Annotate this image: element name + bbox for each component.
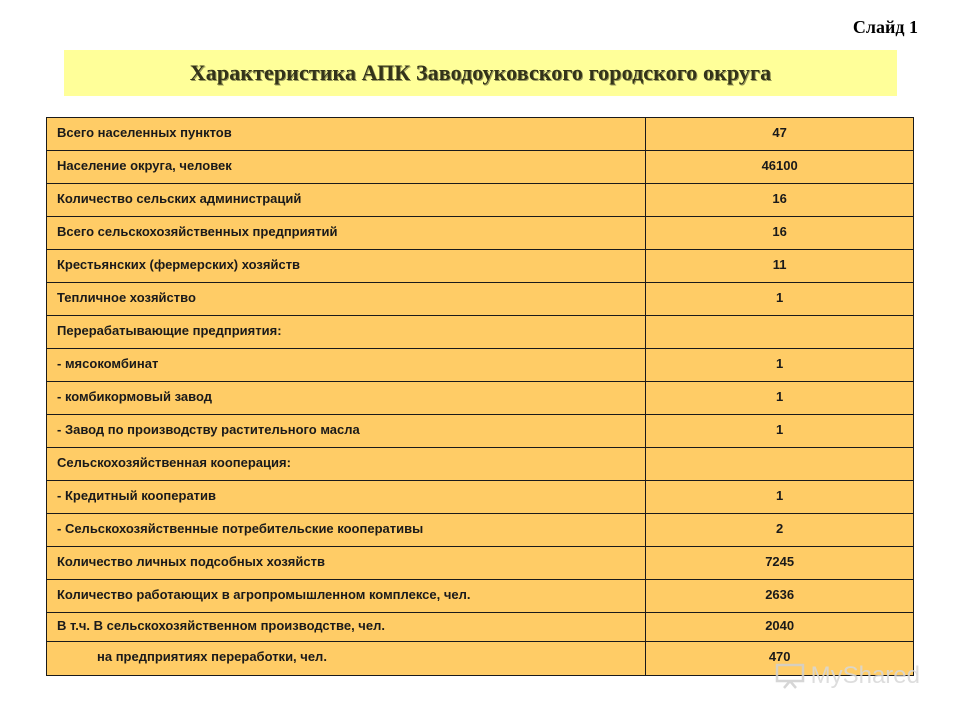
- row-label: Сельскохозяйственная кооперация:: [47, 448, 646, 481]
- table-row: [47, 580, 914, 613]
- row-value: 11: [646, 250, 914, 283]
- row-label: Всего сельскохозяйственных предприятий: [47, 217, 646, 250]
- row-value: 2040: [646, 613, 914, 642]
- row-value: [646, 316, 914, 349]
- row-label: - комбикормовый завод: [47, 382, 646, 415]
- row-value: 16: [646, 217, 914, 250]
- row-label: Перерабатывающие предприятия:: [47, 316, 646, 349]
- row-value: 1: [646, 481, 914, 514]
- presentation-board-icon: [775, 663, 805, 689]
- table-row: [47, 283, 914, 316]
- row-label: - Сельскохозяйственные потребительские кооперативы: [47, 514, 646, 547]
- table-row: [47, 118, 914, 151]
- table-row: [47, 184, 914, 217]
- table-row: [47, 547, 914, 580]
- row-label: Тепличное хозяйство: [47, 283, 646, 316]
- row-value: 1: [646, 382, 914, 415]
- row-label: Количество работающих в агропромышленном комплексе, чел.: [47, 580, 646, 613]
- row-label: Количество сельских администраций: [47, 184, 646, 217]
- table-row: [47, 316, 914, 349]
- row-value: 7245: [646, 547, 914, 580]
- watermark-text: MyShared: [810, 662, 920, 689]
- table-row: [47, 349, 914, 382]
- row-label: - Кредитный кооператив: [47, 481, 646, 514]
- table-row: [47, 151, 914, 184]
- row-label: Количество личных подсобных хозяйств: [47, 547, 646, 580]
- row-value: 470: [646, 642, 914, 676]
- row-label: - Завод по производству растительного масла: [47, 415, 646, 448]
- slide-title: Характеристика АПК Заводоуковского городского округа: [189, 60, 772, 85]
- row-value: 1: [646, 349, 914, 382]
- row-label: Всего населенных пунктов: [47, 118, 646, 151]
- row-value: 2636: [646, 580, 914, 613]
- row-value: 46100: [646, 151, 914, 184]
- row-value: 16: [646, 184, 914, 217]
- table-row: [47, 613, 914, 642]
- row-value: 47: [646, 118, 914, 151]
- row-label: Население округа, человек: [47, 151, 646, 184]
- row-label: на предприятиях переработки, чел.: [47, 642, 646, 676]
- table-row: [47, 415, 914, 448]
- row-label: Крестьянских (фермерских) хозяйств: [47, 250, 646, 283]
- table-row: [47, 250, 914, 283]
- watermark: [775, 662, 920, 690]
- table-row: [47, 481, 914, 514]
- row-value: 1: [646, 283, 914, 316]
- row-value: 2: [646, 514, 914, 547]
- table-row: [47, 382, 914, 415]
- row-label: В т.ч. В сельскохозяйственном производстве, чел.: [47, 613, 646, 642]
- title-banner: [64, 50, 897, 96]
- table-row: [47, 217, 914, 250]
- table-row: [47, 514, 914, 547]
- slide-number: Слайд 1: [852, 17, 918, 37]
- row-label: - мясокомбинат: [47, 349, 646, 382]
- row-value: 1: [646, 415, 914, 448]
- row-value: [646, 448, 914, 481]
- apk-characteristics-table: [46, 117, 914, 676]
- table-row: [47, 448, 914, 481]
